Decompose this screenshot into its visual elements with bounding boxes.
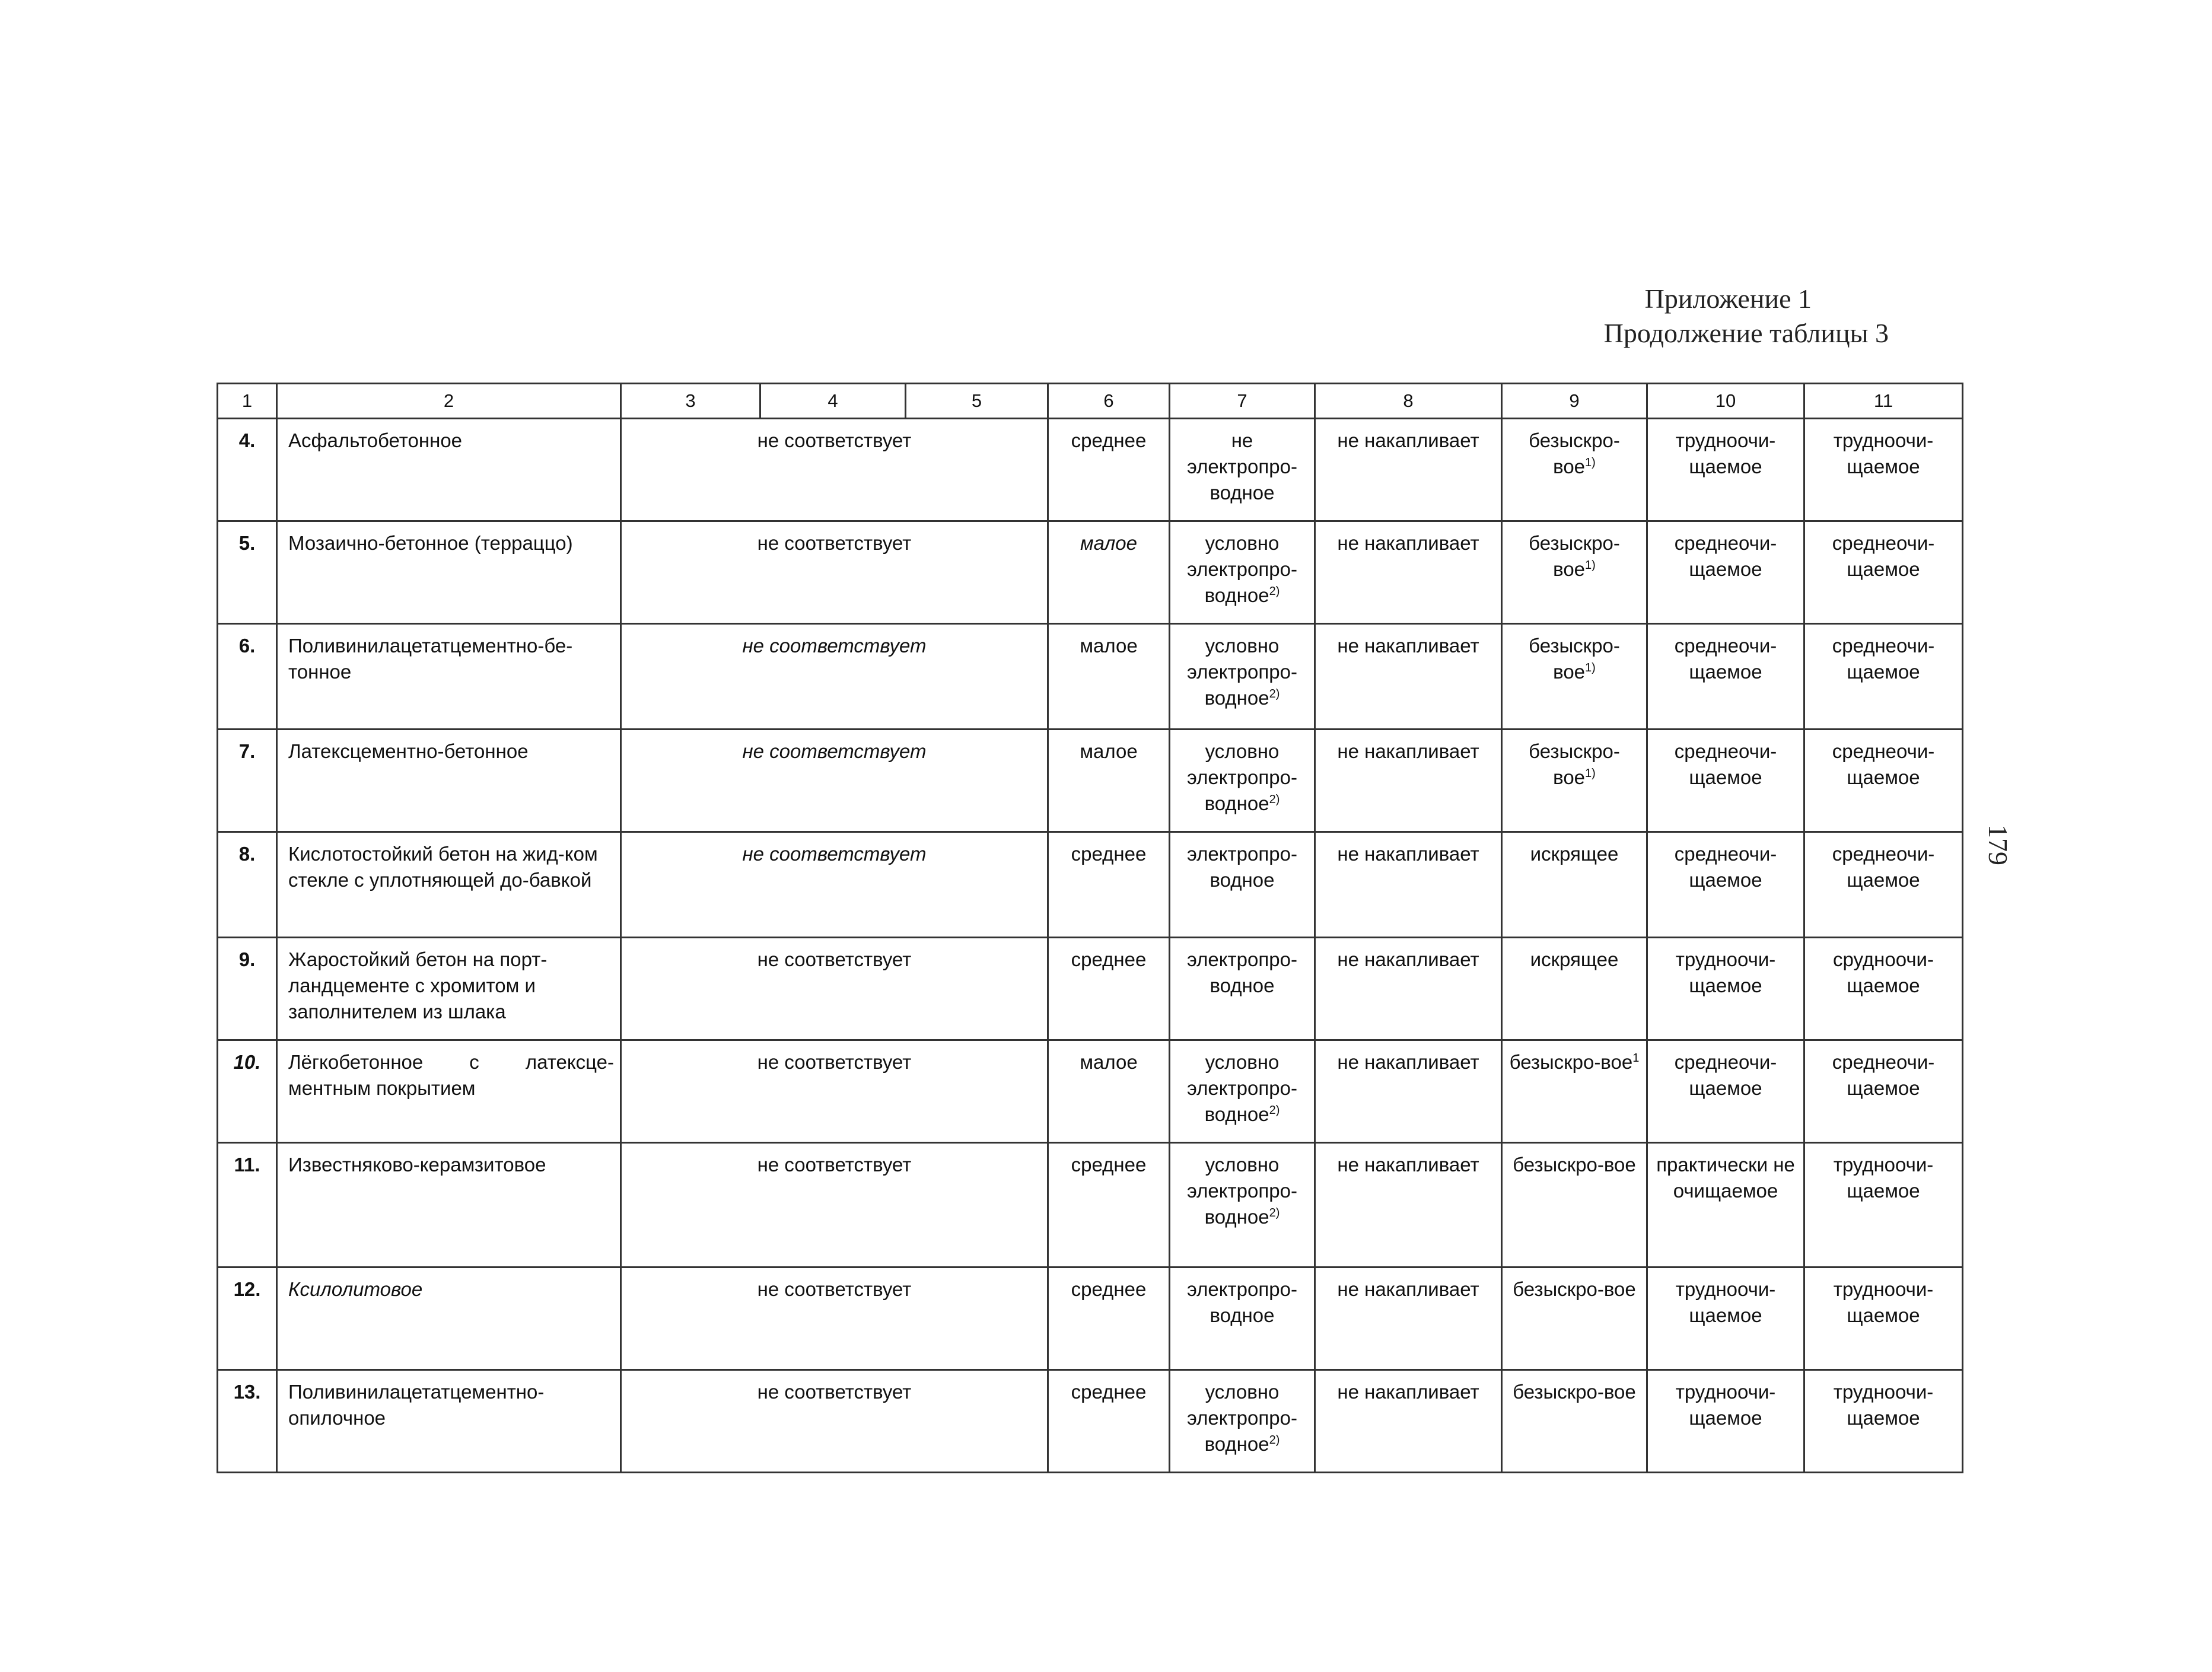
floor-type-name: Поливинилацетатцементно-опилочное (277, 1370, 621, 1473)
table-row (218, 832, 1963, 938)
static-charge-cell: не накапливает (1315, 1267, 1502, 1370)
floor-type-name: Кислотостойкий бетон на жид-ком стекле с уплотняющей до-бавкой (277, 832, 621, 938)
static-charge-cell: не накапливает (1315, 1143, 1502, 1267)
floor-type-name: Лёгкобетонное с латексце-ментным покрытием (277, 1040, 621, 1143)
row-number: 5. (218, 521, 277, 624)
row-number: 9. (218, 938, 277, 1040)
conductivity-cell (1170, 1143, 1315, 1267)
sparking-text: искрящее (1530, 843, 1619, 865)
cleanability-cell-2: среднеочи-щаемое (1804, 832, 1963, 938)
static-charge-cell: не накапливает (1315, 1370, 1502, 1473)
table-row (218, 419, 1963, 521)
abrasion-cell: среднее (1048, 1370, 1170, 1473)
floor-type-name: Асфальтобетонное (277, 419, 621, 521)
cleanability-cell: среднеочи-щаемое (1647, 832, 1804, 938)
sparking-cell (1502, 1267, 1647, 1370)
footnote-mark: 2) (1269, 1104, 1280, 1117)
conductivity-text: условно электропро-водное (1187, 740, 1297, 814)
abrasion-cell: среднее (1048, 1143, 1170, 1267)
page-number: 179 (1983, 824, 2013, 865)
cleanability-cell: среднеочи-щаемое (1647, 1040, 1804, 1143)
conductivity-text: условно электропро-водное (1187, 635, 1297, 709)
footnote-mark: 1) (1585, 559, 1596, 572)
table-body (218, 419, 1963, 1473)
table-row (218, 730, 1963, 832)
col-header-7: 7 (1170, 384, 1315, 419)
row-number: 6. (218, 624, 277, 730)
floor-type-name: Латексцементно-бетонное (277, 730, 621, 832)
sparking-cell (1502, 624, 1647, 730)
footnote-mark: 1) (1585, 456, 1596, 469)
conductivity-cell (1170, 1267, 1315, 1370)
footnote-mark: 1) (1585, 767, 1596, 780)
abrasion-cell: среднее (1048, 938, 1170, 1040)
abrasion-cell: среднее (1048, 419, 1170, 521)
table-continuation-title: Продолжение таблицы 3 (1603, 318, 1889, 348)
compliance-cell: не соответствует (621, 1143, 1048, 1267)
row-number: 12. (218, 1267, 277, 1370)
sparking-text: безыскро-вое (1529, 740, 1620, 788)
row-number: 13. (218, 1370, 277, 1473)
floor-type-name: Известняково-керамзитовое (277, 1143, 621, 1267)
cleanability-cell-2: среднеочи-щаемое (1804, 1040, 1963, 1143)
sparking-text: искрящее (1530, 948, 1619, 970)
conductivity-cell (1170, 832, 1315, 938)
table-row (218, 938, 1963, 1040)
cleanability-cell-2: среднеочи-щаемое (1804, 521, 1963, 624)
conductivity-text: не электропро-водное (1187, 429, 1297, 504)
cleanability-cell: трудноочи-щаемое (1647, 1267, 1804, 1370)
abrasion-cell: малое (1048, 730, 1170, 832)
cleanability-cell-2: срудноочи-щаемое (1804, 938, 1963, 1040)
floor-type-name: Жаростойкий бетон на порт-ландцементе с хромитом и заполнителем из шлака (277, 938, 621, 1040)
floor-type-name: Ксилолитовое (277, 1267, 621, 1370)
col-header-5: 5 (906, 384, 1048, 419)
footnote-mark: 1 (1632, 1052, 1640, 1065)
sparking-text: безыскро-вое (1513, 1278, 1636, 1300)
sparking-cell (1502, 1370, 1647, 1473)
col-header-2: 2 (277, 384, 621, 419)
abrasion-cell: среднее (1048, 1267, 1170, 1370)
document-heading (1604, 282, 1889, 351)
footnote-mark: 2) (1269, 585, 1280, 598)
static-charge-cell: не накапливает (1315, 1040, 1502, 1143)
sparking-text: безыскро-вое (1509, 1051, 1633, 1073)
abrasion-cell: малое (1048, 521, 1170, 624)
col-header-6: 6 (1048, 384, 1170, 419)
row-number: 8. (218, 832, 277, 938)
header-row (218, 384, 1963, 419)
static-charge-cell: не накапливает (1315, 938, 1502, 1040)
cleanability-cell: среднеочи-щаемое (1647, 521, 1804, 624)
compliance-cell: не соответствует (621, 832, 1048, 938)
row-number: 7. (218, 730, 277, 832)
table-row (218, 1267, 1963, 1370)
table-row (218, 1370, 1963, 1473)
compliance-cell: не соответствует (621, 624, 1048, 730)
static-charge-cell: не накапливает (1315, 730, 1502, 832)
compliance-cell: не соответствует (621, 521, 1048, 624)
cleanability-cell-2: трудноочи-щаемое (1804, 1267, 1963, 1370)
sparking-cell (1502, 1143, 1647, 1267)
cleanability-cell: среднеочи-щаемое (1647, 624, 1804, 730)
floor-type-name: Мозаично-бетонное (терраццо) (277, 521, 621, 624)
appendix-title: Приложение 1 (1644, 284, 1812, 314)
footnote-mark: 2) (1269, 687, 1280, 700)
sparking-cell (1502, 832, 1647, 938)
col-header-1: 1 (218, 384, 277, 419)
conductivity-text: электропро-водное (1187, 843, 1297, 891)
floor-type-name: Поливинилацетатцементно-бе-тонное (277, 624, 621, 730)
conductivity-cell (1170, 1370, 1315, 1473)
cleanability-cell-2: среднеочи-щаемое (1804, 624, 1963, 730)
col-header-3: 3 (621, 384, 760, 419)
abrasion-cell: среднее (1048, 832, 1170, 938)
sparking-cell (1502, 1040, 1647, 1143)
cleanability-cell: практически не очищаемое (1647, 1143, 1804, 1267)
sparking-text: безыскро-вое (1529, 532, 1620, 580)
row-number: 10. (218, 1040, 277, 1143)
row-number: 11. (218, 1143, 277, 1267)
table-row (218, 1040, 1963, 1143)
col-header-4: 4 (760, 384, 906, 419)
compliance-cell: не соответствует (621, 1267, 1048, 1370)
conductivity-text: условно электропро-водное (1187, 1051, 1297, 1125)
sparking-cell (1502, 938, 1647, 1040)
col-header-9: 9 (1502, 384, 1647, 419)
sparking-text: безыскро-вое (1529, 635, 1620, 683)
column-numbers-header (218, 384, 1963, 419)
conductivity-text: электропро-водное (1187, 948, 1297, 996)
compliance-cell: не соответствует (621, 1370, 1048, 1473)
cleanability-cell: трудноочи-щаемое (1647, 419, 1804, 521)
conductivity-cell (1170, 730, 1315, 832)
sparking-text: безыскро-вое (1529, 429, 1620, 477)
abrasion-cell: малое (1048, 1040, 1170, 1143)
row-number: 4. (218, 419, 277, 521)
conductivity-cell (1170, 624, 1315, 730)
properties-table (217, 383, 1963, 1473)
footnote-mark: 1) (1585, 661, 1596, 674)
static-charge-cell: не накапливает (1315, 624, 1502, 730)
conductivity-cell (1170, 419, 1315, 521)
sparking-cell (1502, 419, 1647, 521)
cleanability-cell: среднеочи-щаемое (1647, 730, 1804, 832)
conductivity-cell (1170, 521, 1315, 624)
table-row (218, 521, 1963, 624)
conductivity-text: условно электропро-водное (1187, 1154, 1297, 1228)
col-header-10: 10 (1647, 384, 1804, 419)
compliance-cell: не соответствует (621, 419, 1048, 521)
footnote-mark: 2) (1269, 793, 1280, 806)
conductivity-cell (1170, 1040, 1315, 1143)
cleanability-cell: трудноочи-щаемое (1647, 1370, 1804, 1473)
cleanability-cell: трудноочи-щаемое (1647, 938, 1804, 1040)
footnote-mark: 2) (1269, 1434, 1280, 1447)
compliance-cell: не соответствует (621, 938, 1048, 1040)
cleanability-cell-2: трудноочи-щаемое (1804, 1143, 1963, 1267)
col-header-8: 8 (1315, 384, 1502, 419)
conductivity-text: условно электропро-водное (1187, 1381, 1297, 1455)
static-charge-cell: не накапливает (1315, 521, 1502, 624)
sparking-text: безыскро-вое (1513, 1154, 1636, 1176)
sparking-text: безыскро-вое (1513, 1381, 1636, 1403)
table-row (218, 1143, 1963, 1267)
compliance-cell: не соответствует (621, 730, 1048, 832)
conductivity-text: условно электропро-водное (1187, 532, 1297, 606)
table-row (218, 624, 1963, 730)
sparking-cell (1502, 730, 1647, 832)
cleanability-cell-2: среднеочи-щаемое (1804, 730, 1963, 832)
sparking-cell (1502, 521, 1647, 624)
cleanability-cell-2: трудноочи-щаемое (1804, 419, 1963, 521)
col-header-11: 11 (1804, 384, 1963, 419)
compliance-cell: не соответствует (621, 1040, 1048, 1143)
footnote-mark: 2) (1269, 1206, 1280, 1219)
static-charge-cell: не накапливает (1315, 419, 1502, 521)
abrasion-cell: малое (1048, 624, 1170, 730)
conductivity-cell (1170, 938, 1315, 1040)
static-charge-cell: не накапливает (1315, 832, 1502, 938)
cleanability-cell-2: трудноочи-щаемое (1804, 1370, 1963, 1473)
conductivity-text: электропро-водное (1187, 1278, 1297, 1326)
